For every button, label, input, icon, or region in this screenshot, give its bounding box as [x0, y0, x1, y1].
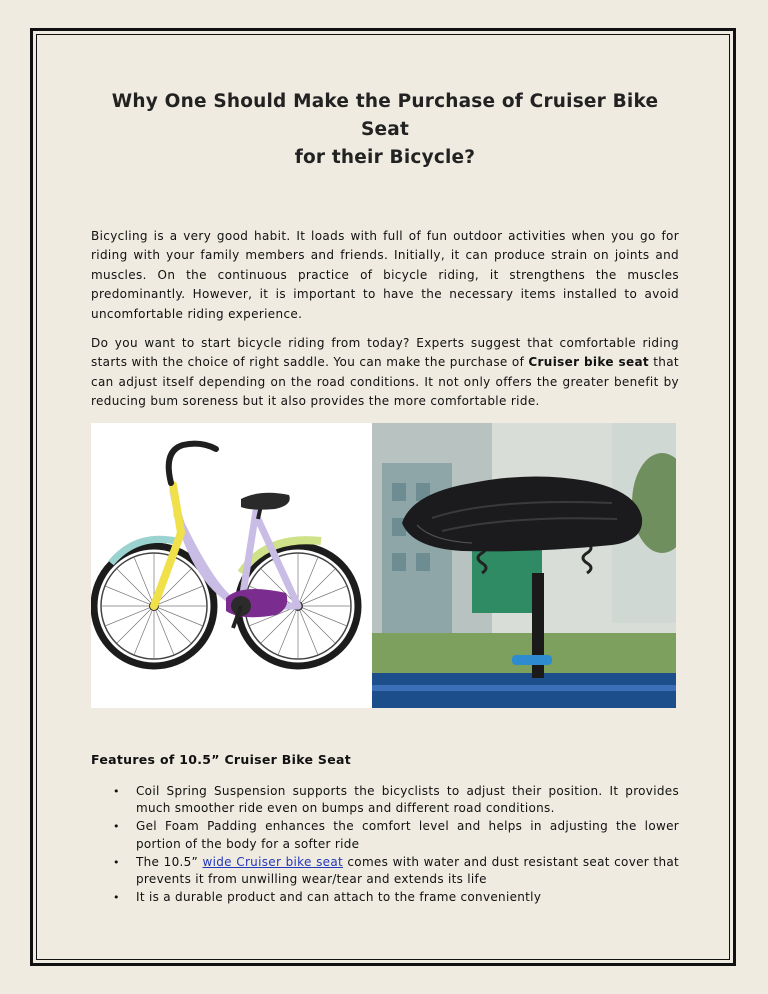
bullet-icon: • — [113, 820, 120, 834]
p2-bold-keyword: Cruiser bike seat — [528, 355, 649, 370]
seat-photo-illustration — [372, 423, 676, 708]
cruiser-seat-link[interactable]: wide Cruiser bike seat — [202, 854, 343, 869]
bike-saddle — [241, 492, 290, 509]
list-item — [91, 889, 679, 906]
feature-text-start: The 10.5” — [136, 854, 203, 869]
handlebar — [169, 443, 216, 482]
intro-paragraph: Bicycling is a very good habit. It loads with full of fun outdoor activities when you go for riding with your family members and friends. Initially, it can produce strain on joints and muscles. On the continuous practice of bicycle riding, it strengthens the muscles predominantly. However, it is important to have the necessary items installed to avoid uncomfortable riding experience. — [91, 229, 679, 321]
feature-text: Gel Foam Padding enhances the comfort level and helps in adjusting the lower portion of the body for a softer ride — [136, 819, 679, 851]
features-heading: Features of 10.5” Cruiser Bike Seat — [91, 751, 352, 767]
p2-text-start: Do you want to start bicycle riding from today? Experts suggest that comfortable riding starts with the choice of right saddle. You can make the purchase of — [91, 336, 679, 370]
bullet-icon: • — [113, 855, 120, 869]
document-page — [91, 88, 679, 908]
document-title — [91, 88, 679, 172]
cruiser-bicycle-image — [91, 423, 372, 708]
feature-text: It is a durable product and can attach to the frame conveniently — [136, 890, 542, 905]
feature-text: Coil Spring Suspension supports the bicyclists to adjust their position. It provides much smoother ride even on bumps and different road conditions. — [136, 783, 679, 815]
features-list — [91, 783, 679, 907]
seat-clamp — [512, 655, 552, 665]
cruiser-seat-photo — [372, 423, 676, 708]
list-item — [91, 783, 679, 818]
product-images — [91, 423, 677, 708]
bicycle-illustration — [91, 423, 372, 708]
list-item — [91, 854, 679, 889]
second-paragraph — [91, 334, 679, 412]
title-line-1: Why One Should Make the Purchase of Cruiser Bike Seat — [111, 91, 659, 140]
bullet-icon: • — [113, 784, 120, 798]
feature-text-end: comes with water and dust resistant seat cover that prevents it from unwilling wear/tear and extends its life — [136, 854, 680, 887]
p2-text-end: that can adjust itself depending on the road conditions. It not only offers the greater benefit by reducing bum soreness but it also provides the more comfortable ride. — [91, 355, 679, 409]
list-item — [91, 818, 679, 853]
bullet-icon: • — [113, 891, 120, 905]
title-line-2: for their Bicycle? — [294, 147, 476, 168]
